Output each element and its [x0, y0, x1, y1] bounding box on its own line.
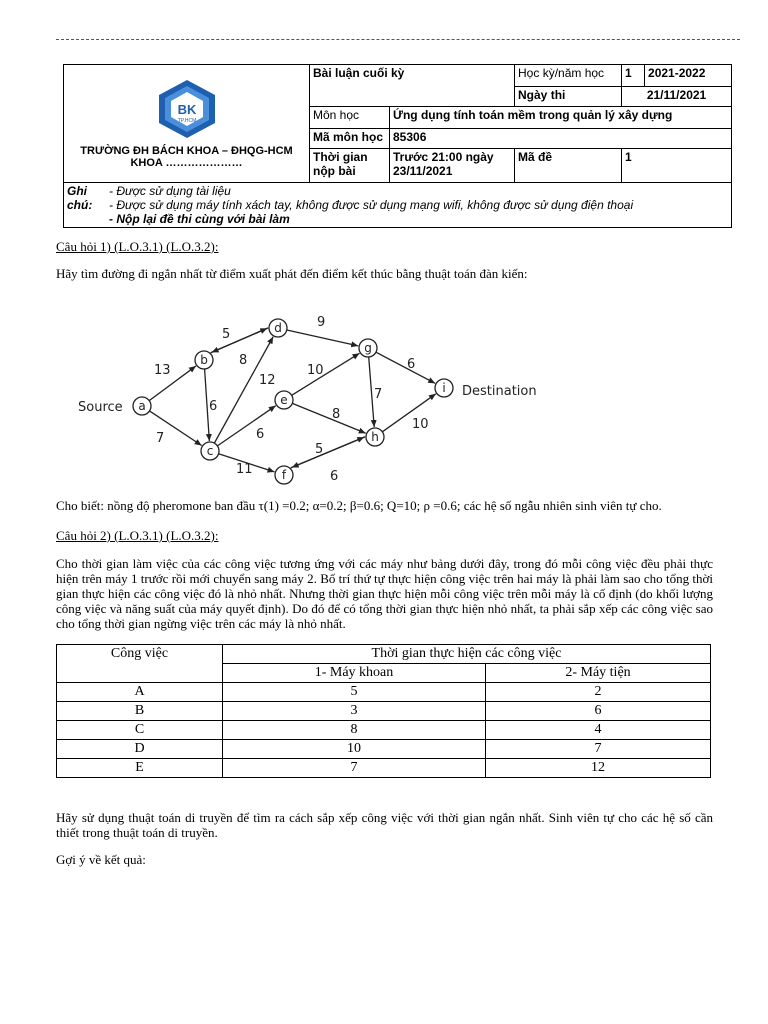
graph-edge-c-e — [217, 406, 275, 446]
edge-weight-label: 7 — [374, 387, 383, 402]
semester-value: 1 — [622, 65, 645, 87]
deadline-value: Trước 21:00 ngày 23/11/2021 — [390, 149, 515, 183]
destination-label: Destination — [462, 384, 537, 399]
table-row — [57, 683, 711, 702]
edge-weight-label: 10 — [307, 363, 324, 378]
edge-weight-label: 8 — [239, 353, 248, 368]
edge-weight-label: 5 — [315, 442, 324, 457]
question-1-given: Cho biết: nồng độ pheromone ban đầu τ(1) =0.2; α=0.2; β=0.6; Q=10; ρ =0.6; các hệ số ngẫu nhiên sinh viên tự cho. — [56, 498, 662, 513]
top-dashed-rule — [56, 39, 740, 40]
table-row — [57, 740, 711, 759]
edge-weight-label: 7 — [156, 431, 165, 446]
graph-edge-g-i — [376, 352, 435, 383]
table-row — [57, 721, 711, 740]
m2-cell: 2 — [486, 683, 711, 702]
semester-label: Học kỳ/năm học — [515, 65, 622, 87]
network-graph — [74, 308, 594, 490]
deadline-label: Thời gian nộp bài — [310, 149, 390, 183]
jobs-header-job: Công việc — [57, 645, 223, 683]
note-item-2: - Được sử dụng máy tính xách tay, không được sử dụng mạng wifi, không được sử dụng điện thoại — [109, 198, 634, 212]
course-code-value: 85306 — [390, 129, 732, 149]
question-2-hint: Gợi ý về kết quả: — [56, 852, 146, 867]
edge-weight-label: 6 — [407, 357, 416, 372]
subject-label: Môn học — [310, 107, 390, 129]
logo-text: BK — [177, 102, 196, 117]
m1-cell: 7 — [223, 759, 486, 778]
notes-cell — [64, 183, 732, 228]
school-logo-cell — [64, 65, 310, 183]
question-2-title: Câu hỏi 2) (L.O.3.1) (L.O.3.2): — [56, 528, 219, 543]
graph-node-label: f — [281, 468, 287, 482]
exam-title: Bài luận cuối kỳ — [310, 65, 515, 107]
job-cell: B — [57, 702, 223, 721]
graph-edge-d-g — [287, 330, 358, 346]
exam-code-value: 1 — [622, 149, 732, 183]
question-1-title: Câu hỏi 1) (L.O.3.1) (L.O.3.2): — [56, 239, 219, 254]
jobs-header-machine-1: 1- Máy khoan — [223, 664, 486, 683]
graph-node-label: d — [274, 321, 282, 335]
exam-code-cell — [515, 149, 622, 183]
year-value: 2021-2022 — [645, 65, 732, 87]
faculty-name: KHOA ………………… — [130, 157, 243, 169]
graph-node-label: a — [138, 399, 146, 413]
edge-weight-label: 12 — [259, 373, 276, 388]
m1-cell: 3 — [223, 702, 486, 721]
job-cell: E — [57, 759, 223, 778]
m2-cell: 12 — [486, 759, 711, 778]
question-2-instruction: Hãy sử dụng thuật toán di truyền để tìm ra cách sắp xếp công việc với thời gian ngắn nhất. Sinh viên tự cho các hệ số cần thiết trong thuật toán di truyền. — [56, 810, 713, 840]
date-label: Ngày thi — [515, 87, 622, 107]
jobs-table — [56, 644, 711, 778]
notes-label-2: chú: — [67, 198, 93, 212]
edge-weight-label: 9 — [317, 315, 326, 330]
edge-weight-label: 13 — [154, 363, 171, 378]
graph-edge-h-f — [292, 437, 365, 468]
course-code-label: Mã môn học — [310, 129, 390, 149]
graph-node-label: h — [371, 430, 379, 444]
edge-weight-label: 10 — [412, 417, 429, 432]
table-row — [57, 702, 711, 721]
m1-cell: 5 — [223, 683, 486, 702]
job-cell: C — [57, 721, 223, 740]
graph-node-label: e — [280, 393, 288, 407]
edge-weight-label: 5 — [222, 327, 231, 342]
school-name: TRƯỜNG ĐH BÁCH KHOA – ĐHQG-HCM — [80, 145, 293, 157]
question-1-text: Hãy tìm đường đi ngắn nhất từ điểm xuất phát đến điểm kết thúc bằng thuật toán đàn kiến: — [56, 266, 528, 281]
edge-weight-label: 8 — [332, 407, 341, 422]
jobs-header-time: Thời gian thực hiện các công việc — [223, 645, 711, 664]
source-label: Source — [78, 400, 123, 415]
graph-edge-e-g — [292, 353, 360, 395]
m1-cell: 10 — [223, 740, 486, 759]
bk-logo-icon — [155, 78, 219, 140]
job-cell: D — [57, 740, 223, 759]
graph-node-label: c — [206, 444, 214, 458]
m1-cell: 8 — [223, 721, 486, 740]
subject-value: Ứng dụng tính toán mềm trong quản lý xây dựng — [390, 107, 732, 129]
question-2-text: Cho thời gian làm việc của các công việc tương ứng với các máy như bảng dưới đây, trong đó mỗi công việc đều phải thực hiện trên máy 1 trước rồi mới chuyển sang máy 2. Bố trí thứ tự thực hiện công việc trên hai máy là phải làm sao cho tổng thời gian thực hiện các công việc đó là nhỏ nhất. Nhưng thời gian thực hiện mỗi công việc trên mỗi máy là cố định (do khối lượng công việc và năng suất của máy quyết định). Do đó để có tổng thời gian thực hiện nhỏ nhất, ta phải sắp xếp các công việc sao cho tổng thời gian ngừng việc trên các máy là nhỏ nhất. — [56, 556, 713, 631]
graph-node-label: g — [364, 341, 372, 355]
note-item-3: - Nộp lại đề thi cùng với bài làm — [109, 212, 290, 226]
edge-weight-label: 6 — [256, 427, 265, 442]
graph-edge-e-h — [292, 403, 365, 433]
exam-code-label: Mã đề — [518, 150, 553, 164]
table-row — [57, 759, 711, 778]
edge-weight-label: 6 — [209, 399, 218, 414]
exam-header-table — [63, 64, 732, 228]
logo-subtext: TP.HCM — [177, 118, 196, 124]
edge-weight-label: 11 — [236, 462, 253, 477]
notes-label-1: Ghi — [67, 184, 87, 198]
m2-cell: 4 — [486, 721, 711, 740]
graph-edge-d-b — [212, 328, 269, 352]
date-value: 21/11/2021 — [622, 87, 732, 107]
jobs-header-machine-2: 2- Máy tiện — [486, 664, 711, 683]
note-item-1: - Được sử dụng tài liệu — [109, 184, 231, 198]
job-cell: A — [57, 683, 223, 702]
graph-node-label: i — [442, 381, 446, 395]
m2-cell: 6 — [486, 702, 711, 721]
edge-weight-label: 6 — [330, 469, 339, 484]
graph-node-label: b — [200, 353, 208, 367]
m2-cell: 7 — [486, 740, 711, 759]
